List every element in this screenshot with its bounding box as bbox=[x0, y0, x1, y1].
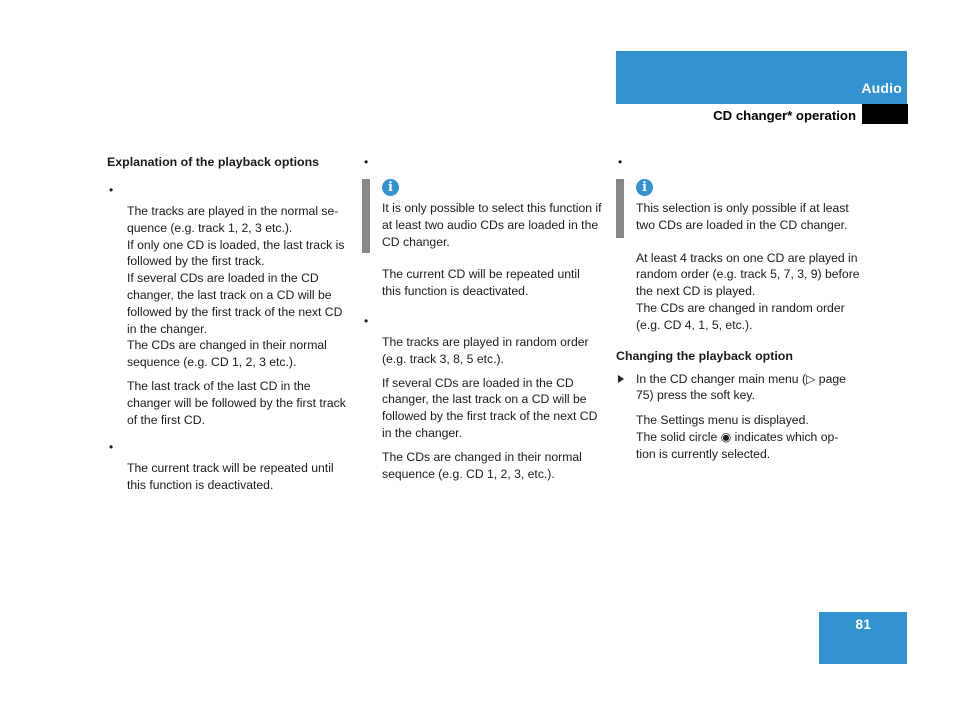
info-bar bbox=[616, 179, 624, 238]
normal-text-3: If several CDs are loaded in the CD changer, the last track on a CD will be followed by the first track of the next CD in the changer. bbox=[127, 271, 343, 336]
info-icon: i bbox=[636, 179, 653, 196]
random-text-3: The CDs are changed in their normal sequence (e.g. CD 1, 2, 3, etc.). bbox=[382, 449, 582, 481]
info-text: It is only possible to select this function if at least two audio CDs are loaded in the CD changer. bbox=[382, 201, 602, 249]
column-3 bbox=[616, 153, 860, 470]
random-text-1: The tracks are played in random order (e.g. track 3, 8, 5 etc.). bbox=[382, 334, 589, 366]
bullet-random-cd: • bbox=[364, 313, 369, 328]
changing-heading: Changing the playback option bbox=[616, 348, 793, 363]
random-all-text-1: At least 4 tracks on one CD are played in random order (e.g. track 5, 7, 3, 9) before the next CD is played. bbox=[636, 250, 860, 299]
explanation-heading: Explanation of the playback options bbox=[107, 155, 320, 169]
normal-text-5: The last track of the last CD in the changer will be followed by the first track of the first CD. bbox=[127, 378, 346, 427]
normal-text-1: The tracks are played in the normal se- quence (e.g. track 1, 2, 3 etc.). bbox=[127, 204, 339, 235]
header-bar bbox=[616, 51, 907, 104]
repeat-track-text: The current track will be repeated until this function is deactivated. bbox=[127, 461, 334, 493]
section-title: Audio bbox=[861, 80, 902, 96]
info-text: This selection is only possible if at least two CDs are loaded in the CD changer. bbox=[636, 201, 849, 232]
normal-text-2: If only one CD is loaded, the last track is followed by the first track. bbox=[127, 237, 345, 269]
info-icon: i bbox=[382, 179, 399, 196]
info-bar bbox=[362, 179, 370, 253]
step-1-text: In the CD changer main menu (▷ page 75) press the soft key. bbox=[636, 371, 846, 403]
repeat-cd-text: The current CD will be repeated until this function is deactivated. bbox=[382, 267, 580, 299]
bullet-repeat-track: • bbox=[109, 440, 114, 455]
result-1: The Settings menu is displayed. bbox=[636, 413, 809, 428]
page-number: 81 bbox=[855, 616, 871, 632]
info-box-random-all bbox=[616, 179, 860, 234]
subsection-title: CD changer* operation bbox=[713, 108, 856, 123]
random-all-text-2: The CDs are changed in random order (e.g. CD 4, 1, 5, etc.). bbox=[636, 300, 845, 332]
result-2: The solid circle ◉ indicates which op- tion is currently selected. bbox=[636, 429, 839, 461]
bullet-random-all: • bbox=[618, 155, 623, 169]
arrow-right-icon bbox=[618, 375, 624, 383]
info-box-repeat-cd bbox=[362, 179, 602, 250]
column-2 bbox=[362, 153, 602, 489]
bullet-repeat-cd: • bbox=[364, 155, 369, 169]
section-tab-marker bbox=[862, 104, 908, 124]
column-1 bbox=[107, 153, 351, 501]
bullet-normal: • bbox=[109, 183, 114, 197]
step-1 bbox=[616, 371, 860, 405]
normal-text-4: The CDs are changed in their normal sequence (e.g. CD 1, 2, 3 etc.). bbox=[127, 338, 327, 370]
random-text-2: If several CDs are loaded in the CD changer, the last track on a CD will be followed by the first track of the next CD in the changer. bbox=[382, 375, 598, 440]
